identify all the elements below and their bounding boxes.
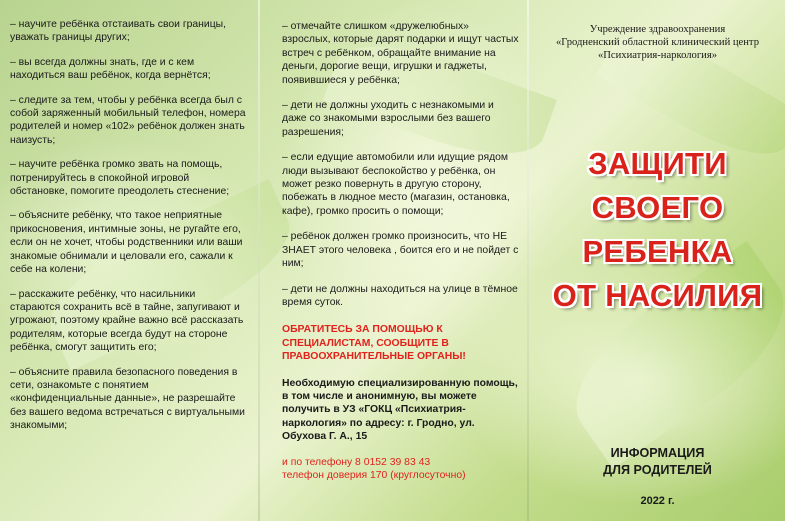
info-heading: ИНФОРМАЦИЯ	[610, 446, 705, 460]
organization-name	[530, 24, 785, 62]
year-label: 2022 г.	[640, 495, 675, 507]
advice-item: – если едущие автомобили или идущие рядом люди вызывают беспокойство у ребёнка, он может резко повернуть в другую сторону, побежать в людное место (магазин, остановка, кафе), громко просить о помощи;	[282, 152, 510, 217]
left-panel	[0, 0, 258, 521]
advice-item: – объясните правила безопасного поведения в сети, ознакомьте с понятием «конфиденциальные данные», не разрешайте без вашего ведома встречаться с виртуальными знакомыми;	[10, 366, 245, 432]
fold-line	[258, 0, 260, 521]
advice-item: – отмечайте слишком «дружелюбных» взрослых, которые дарят подарки и ищут частых встреч с ребёнком, обращайте внимание на деньги, дорогие вещи, игрушки и гаджеты, появившиеся у ребёнка;	[282, 21, 519, 86]
fold-line	[527, 0, 529, 521]
org-line: «Гродненский областной клинический центр	[555, 36, 759, 48]
advice-item: – следите за тем, чтобы у ребёнка всегда был с собой заряженный мобильный телефон, номера родителей и номер «102» ребёнок должен знать наизусть;	[10, 94, 246, 146]
cover-title-line: ЗАЩИТИ	[588, 146, 727, 181]
cover-panel	[530, 0, 785, 521]
org-line: Учреждение здравоохранения	[589, 24, 726, 35]
cover-title-line: СВОЕГО	[591, 190, 724, 225]
advice-item: – дети не должны уходить с незнакомыми и даже со знакомыми взрослыми без вашего разрешения;	[282, 100, 494, 138]
cover-title-line: РЕБЕНКА	[582, 234, 733, 269]
help-text: Необходимую специализированную помощь, в том числе и анонимную, вы можете получить в УЗ «ГОКЦ «Психиатрия-наркология» по адресу: г. Гродно, ул. Обухова Г. А., 15	[282, 377, 518, 443]
info-heading: ДЛЯ РОДИТЕЛЕЙ	[603, 463, 712, 477]
warning-text: ОБРАТИТЕСЬ ЗА ПОМОЩЬЮ К СПЕЦИАЛИСТАМ, СООБЩИТЕ В ПРАВООХРАНИТЕЛЬНЫЕ ОРГАНЫ!	[282, 324, 466, 363]
advice-item: – вы всегда должны знать, где и с кем находиться ваш ребёнок, когда вернётся;	[10, 56, 211, 82]
org-line: «Психиатрия-наркология»	[597, 49, 718, 61]
advice-item: – научите ребёнка громко звать на помощь, потренируйтесь в спокойной игровой обстановке, помогите преодолеть стеснение;	[10, 159, 230, 198]
advice-item: – научите ребёнка отстаивать свои границы, уважать границы других;	[10, 19, 227, 44]
advice-item: – объясните ребёнку, что такое неприятные прикосновения, интимные зоны, не ругайте его, если он не хочет, чтобы родственники или ваши знакомые обнимали и целовали его, сажали к себе на колени;	[10, 210, 243, 276]
advice-item: – расскажите ребёнку, что насильники стараются сохранить всё в тайне, запугивают и угрожают, поэтому крайне важно всё рассказать родителям, которые всегда будут на стороне ребёнка, смогут защитить его;	[10, 288, 244, 354]
middle-panel	[270, 0, 525, 521]
phone-line: и по телефону 8 0152 39 83 43	[282, 456, 431, 468]
cover-title-line: ОТ НАСИЛИЯ	[552, 278, 763, 313]
advice-item: – ребёнок должен громко произносить, что НЕ ЗНАЕТ этого человека , боится его и не пойдет с ним;	[282, 231, 519, 270]
advice-item: – дети не должны находиться на улице в тёмное время суток.	[282, 283, 518, 308]
hotline-line: телефон доверия 170 (круглосуточно)	[282, 469, 466, 481]
